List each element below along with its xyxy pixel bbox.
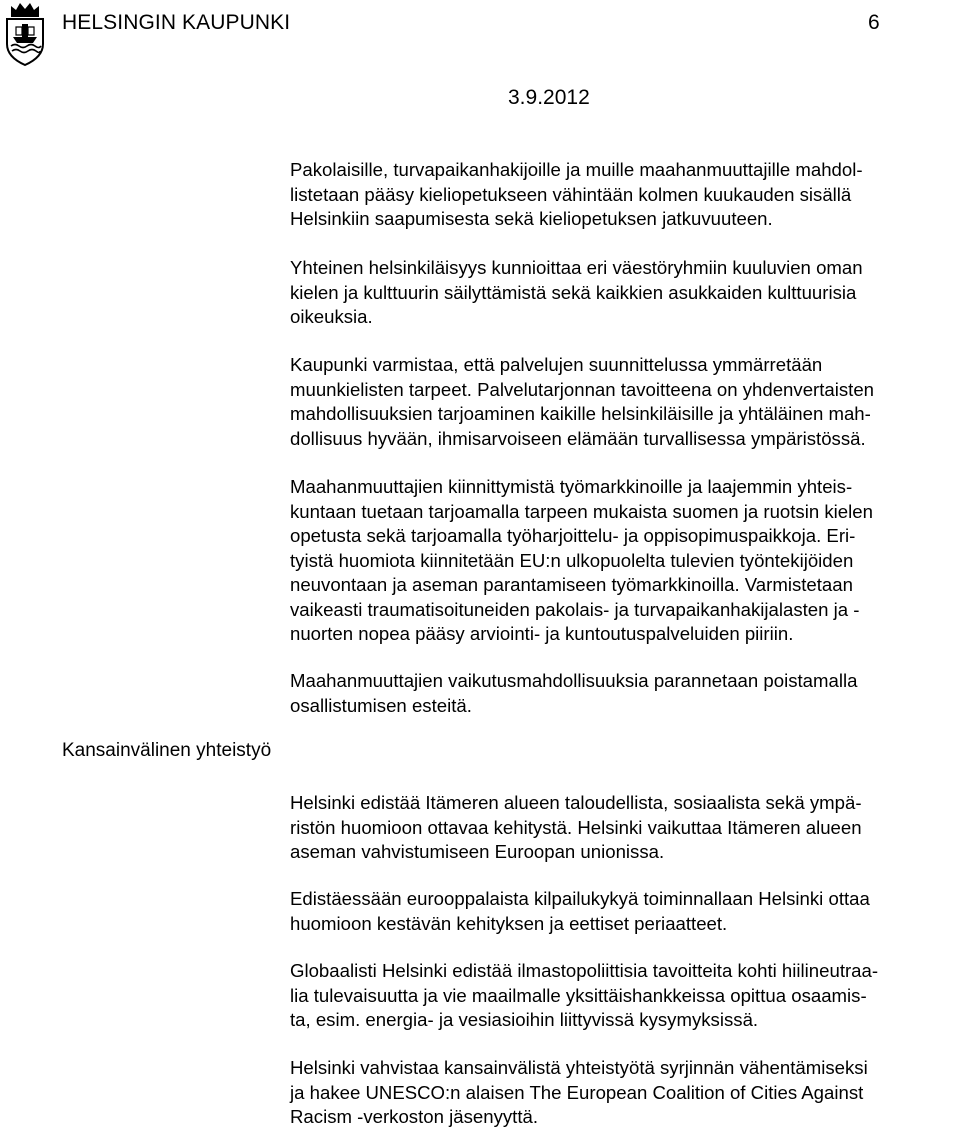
paragraph [290, 959, 878, 1033]
text-line: Yhteinen helsinkiläisyys kunnioittaa eri väestöryhmiin kuuluvien oman [290, 257, 863, 278]
page-number: 6 [868, 11, 880, 34]
text-line: muunkielisten tarpeet. Palvelutarjonnan tavoitteena on yhdenvertaisten [290, 378, 875, 400]
section-heading-international-cooperation: Kansainvälinen yhteistyö [62, 740, 272, 761]
text-line: Helsinkiin saapumisesta sekä kieliopetuksen jatkuvuuteen. [290, 208, 773, 229]
text-line: mahdollisuuksien tarjoaminen kaikille helsinkiläisille ja yhtäläinen mah- [290, 403, 871, 424]
text-line: listetaan pääsy kieliopetukseen vähintään kolmen kuukauden sisällä [290, 183, 852, 205]
paragraph [290, 1056, 868, 1130]
text-line: ta, esim. energia- ja vesiasioihin liittyvissä kysymyksissä. [290, 1009, 759, 1030]
text-line: ja hakee UNESCO:n alaisen The European Coalition of Cities Against [290, 1081, 864, 1103]
paragraph [290, 669, 857, 718]
text-line: Globaalisti Helsinki edistää ilmastopoliittisia tavoitteita kohti hiilineutraa- [290, 960, 879, 981]
text-line: dollisuus hyvään, ihmisarvoiseen elämään turvallisessa ympäristössä. [290, 427, 866, 449]
text-line: kielen ja kulttuurin säilyttämistä sekä kaikkien asukkaiden kulttuurisia [290, 281, 857, 303]
text-line: huomioon kestävän kehityksen ja eettiset periaatteet. [290, 912, 728, 934]
text-line: tyistä huomiota kiinnitetään EU:n ulkopuolelta tulevien työntekijöiden [290, 549, 854, 571]
text-line: lia tulevaisuutta ja vie maailmalle yksittäishankkeissa opittua osaamis- [290, 984, 867, 1006]
organization-name: HELSINGIN KAUPUNKI [62, 11, 291, 34]
paragraph [290, 887, 870, 936]
text-line: aseman vahvistumiseen Euroopan unionissa. [290, 841, 665, 862]
text-line: Maahanmuuttajien kiinnittymistä työmarkkinoille ja laajemmin yhteis- [290, 476, 853, 497]
text-line: Helsinki edistää Itämeren alueen taloudellista, sosiaalista sekä ympä- [290, 792, 862, 813]
text-line: Maahanmuuttajien vaikutusmahdollisuuksia parannetaan poistamalla [290, 670, 858, 691]
document-date: 3.9.2012 [508, 86, 590, 109]
text-line: vaikeasti traumatisoituneiden pakolais- ja turvapaikanhakijalasten ja - [290, 598, 860, 620]
text-line: Edistäessään eurooppalaista kilpailukykyä toiminnallaan Helsinki ottaa [290, 888, 870, 909]
paragraph [290, 353, 874, 451]
text-line: opetusta sekä tarjoamalla työharjoittelu- ja oppisopimuspaikkoja. Eri- [290, 525, 856, 546]
text-line: Helsinki vahvistaa kansainvälistä yhteistyötä syrjinnän vähentämiseksi [290, 1057, 868, 1078]
text-line: Kaupunki varmistaa, että palvelujen suunnittelussa ymmärretään [290, 354, 823, 375]
paragraph [290, 256, 863, 330]
paragraph [290, 475, 873, 647]
paragraph [290, 791, 862, 865]
text-line: ristön huomioon ottavaa kehitystä. Helsinki vaikuttaa Itämeren alueen [290, 816, 862, 838]
paragraph [290, 158, 863, 232]
text-line: nuorten nopea pääsy arviointi- ja kuntoutuspalveluiden piiriin. [290, 623, 794, 644]
helsinki-coat-of-arms-icon [2, 0, 48, 68]
text-line: kuntaan tuetaan tarjoamalla tarpeen mukaista suomen ja ruotsin kielen [290, 500, 873, 522]
text-line: Racism -verkoston jäsenyyttä. [290, 1106, 539, 1127]
text-line: neuvontaan ja aseman parantamiseen työmarkkinoilla. Varmistetaan [290, 574, 853, 595]
text-line: Pakolaisille, turvapaikanhakijoille ja muille maahanmuuttajille mahdol- [290, 159, 863, 180]
text-line: osallistumisen esteitä. [290, 694, 472, 716]
text-line: oikeuksia. [290, 306, 373, 327]
